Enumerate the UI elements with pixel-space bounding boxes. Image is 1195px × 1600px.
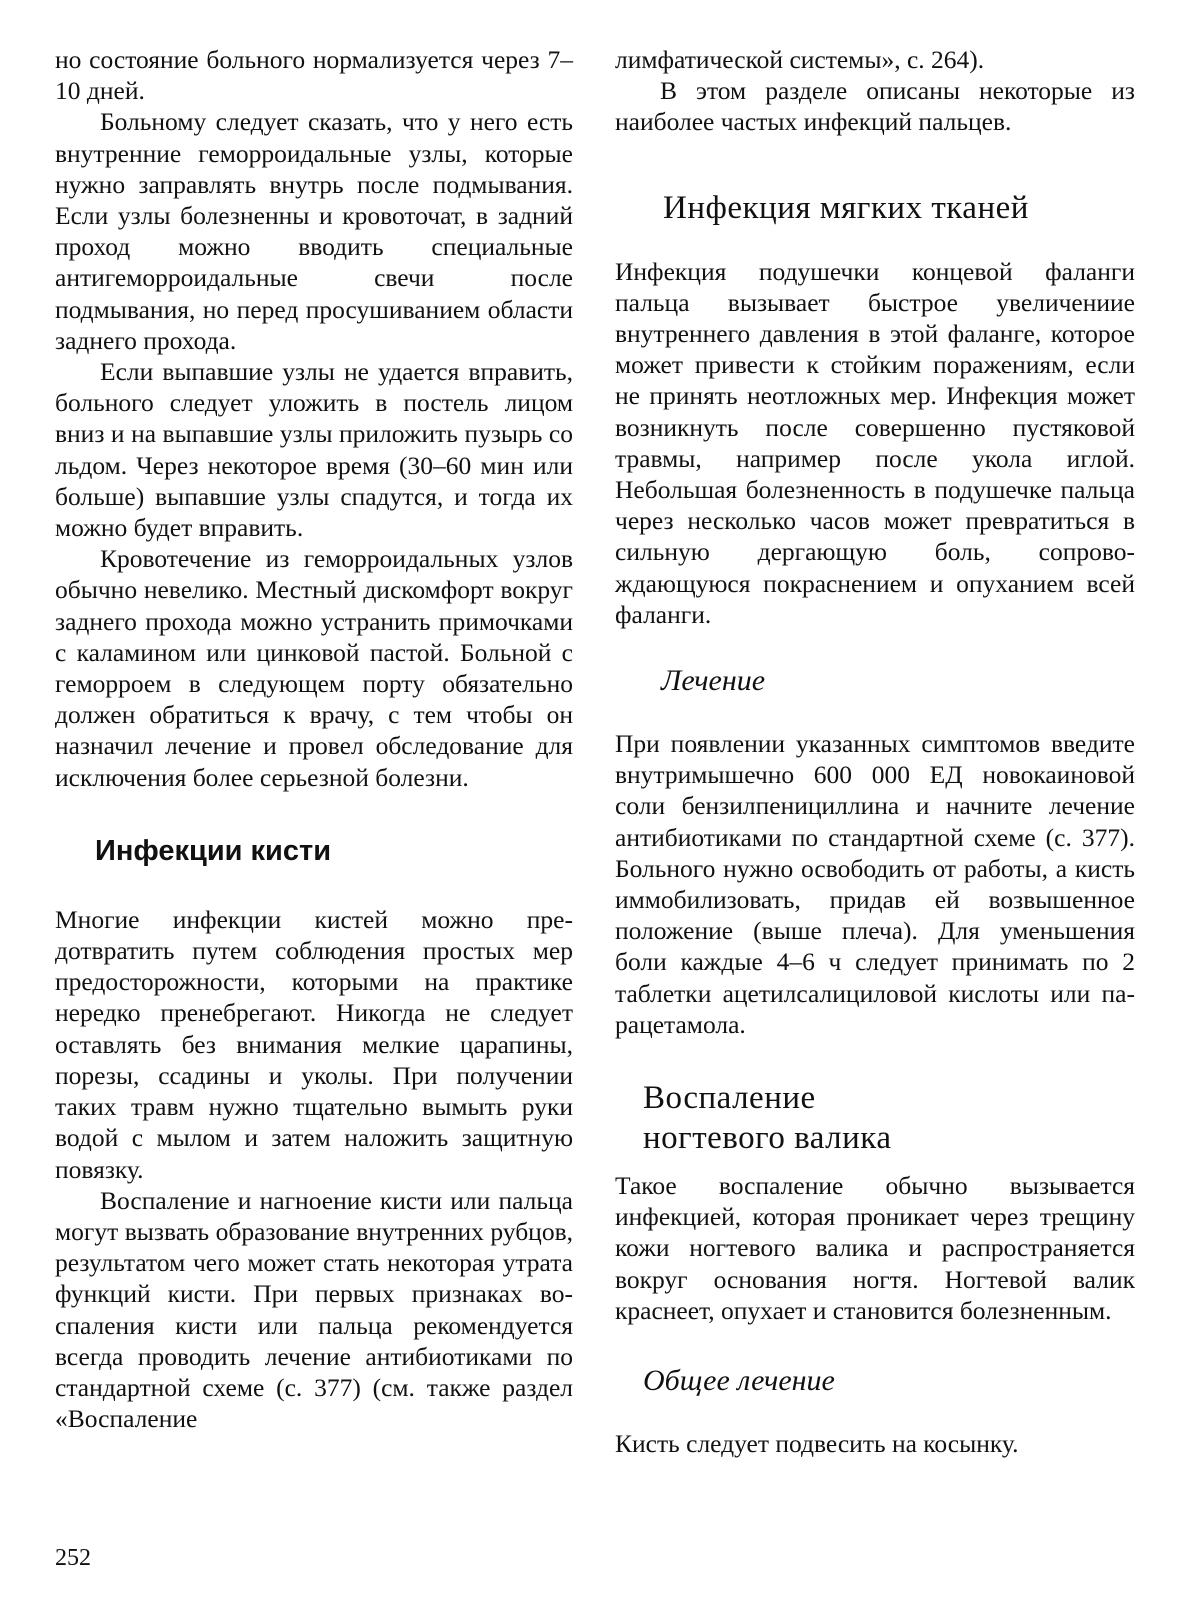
subheading-general-treatment: Общее лечение (643, 1364, 835, 1398)
paragraph: Кисть следует подвесить на косынку. (615, 1429, 1019, 1459)
heading-line: Воспаление (643, 1080, 816, 1117)
paragraph: Многие инфекции кистей можно предотвратить путем соблюдения простых мер предосторожности, которыми на практике нередко пренебрегают. Никогда не следует оставлять без внимания мелкие царапины, порезы, ссадины и уколы. При получении таких травм нужно тщательно вымыть руки водой с мылом и затем наложить защитную повязку. (55, 904, 573, 1184)
section-heading-hand-infections: Инфекции кисти (95, 834, 332, 867)
paragraph: В этом разделе описаны некоторые из наиболее частых инфекций пальцев. (615, 76, 1135, 137)
paragraph: Больному следует сказать, что у него есть внутренние геморроидальные узлы, которые нужно заправлять внутрь после подмывания. Если узлы болезненны и кровоточат, в задний проход можно вводить специальные антигеморроидальные свечи после подмывания, но перед просушиванием области заднего прохода. (55, 107, 573, 355)
page-number: 252 (55, 1545, 91, 1571)
paragraph: но состояние больного нормализуется через 7–10 дней. (55, 45, 573, 106)
paragraph: Такое воспаление обычно вызывается инфекцией, которая проникает через трещину кожи ногтевого валика и распространяется вокруг основания ногтя. Ногтевой валик краснеет, опухает и становится болезненным. (615, 1171, 1135, 1325)
heading-line: ногтевого валика (643, 1120, 892, 1157)
paragraph: Инфекция подушечки концевой фаланги пальца вызывает быстрое увеличениие внутреннего давления в этой фаланге, которое может привести к стойким поражениям, если не принять неотложных мер. Инфекция может возникнуть после совершенно пустяковой травмы, например после укола иглой. Небольшая болезненность в подушечке пальца через несколько часов может превратиться в сильную дергающую боль, сопровождающуюся покраснением и опуханием всей фаланги. (615, 256, 1135, 629)
paragraph: Воспаление и нагноение кисти или пальца могут вызвать образование внутренних рубцов, результатом чего может стать некоторая утрата функций кисти. При первых признаках воспаления кисти или пальца рекомендуется всегда проводить лечение антибиотиками по стандартной схеме (с. 377) (см. также раздел «Воспаление (55, 1185, 573, 1434)
paragraph: При появлении указанных симптомов введите внутримышечно 600 000 ЕД новокаиновой соли бензилпенициллина и начните лечение антибиотиками по стандартной схеме (с. 377). Больного нужно освободить от работы, а кисть иммобилизовать, придав ей возвышенное положение (выше плеча). Для уменьшения боли каждые 4–6 ч следует принимать по 2 таблетки ацетилсалициловой кислоты или парацетамола. (615, 729, 1135, 1039)
right-column (615, 44, 1135, 1459)
section-heading-nail-fold (643, 1078, 1135, 1158)
paragraph: Кровотечение из геморроидальных узлов обычно невелико. Местный дискомфорт вокруг заднего прохода можно устранить примочками с каламином или цинковой пастой. Больной с геморроем в следующем порту обязательно должен обратиться к врачу, с тем чтобы он назначил лечение и провел обследование для исключения более серьезной болезни. (55, 544, 573, 792)
left-column (55, 44, 573, 1434)
subheading-treatment: Лечение (661, 664, 766, 698)
section-heading-soft-tissue: Инфекция мягких тканей (663, 189, 1029, 226)
paragraph: лимфатической системы», с. 264). (615, 45, 985, 74)
paragraph: Если выпавшие узлы не удается вправить, больного следует уложить в постель лицом вниз и на выпавшие узлы приложить пузырь со льдом. Через некоторое время (30–60 мин или больше) выпавшие узлы спадутся, и тогда их можно будет вправить. (55, 357, 573, 543)
